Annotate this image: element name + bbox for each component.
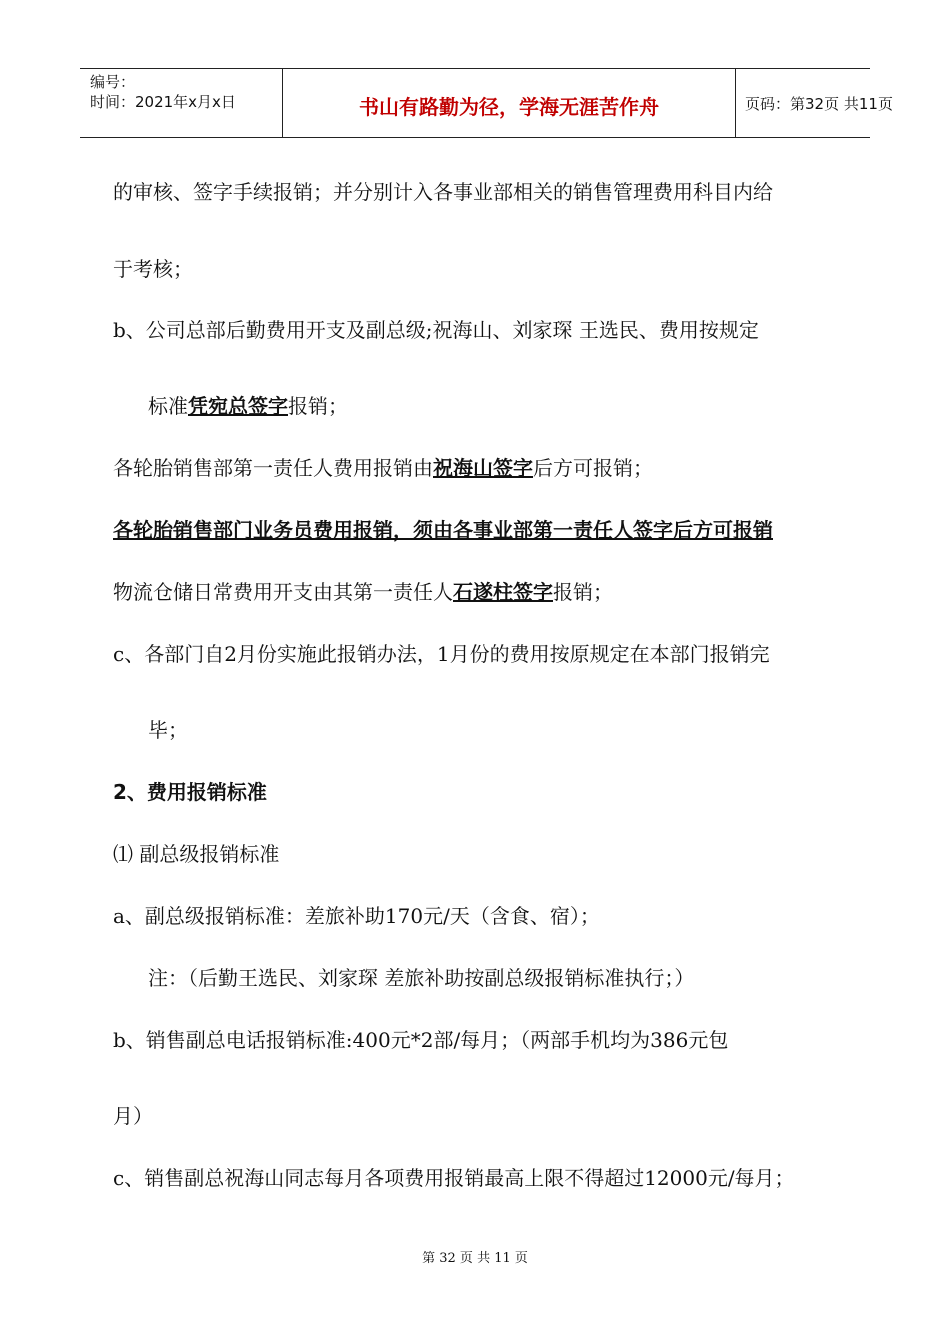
paragraph-line: 月） bbox=[113, 1104, 153, 1128]
paragraph-line: b、公司总部后勤费用开支及副总级;祝海山、刘家琛 王选民、费用按规定 bbox=[113, 318, 759, 342]
paragraph-line: 于考核； bbox=[113, 257, 193, 281]
signature-requirement: 各轮胎销售部门业务员费用报销，须由各事业部第一责任人签字后方可报销 bbox=[113, 518, 773, 542]
header-page-cell bbox=[735, 69, 893, 137]
text-segment: 报销； bbox=[553, 580, 613, 604]
header-motto-cell bbox=[282, 69, 736, 137]
signature-requirement: 石遂柱签字 bbox=[453, 580, 553, 604]
text-segment: 报销； bbox=[288, 394, 348, 418]
paragraph-line bbox=[113, 455, 653, 481]
page-info: 页码：第32页 共11页 bbox=[745, 95, 893, 113]
paragraph-line: 毕； bbox=[148, 718, 188, 742]
paragraph-line bbox=[148, 393, 348, 419]
subsection-heading: ⑴ 副总级报销标准 bbox=[113, 842, 280, 866]
paragraph-line: c、销售副总祝海山同志每月各项费用报销最高上限不得超过12000元/每月； bbox=[113, 1166, 795, 1190]
signature-requirement: 祝海山签字 bbox=[433, 456, 533, 480]
paragraph-line: c、各部门自2月份实施此报销办法，1月份的费用按原规定在本部门报销完 bbox=[113, 642, 770, 666]
signature-requirement: 凭宛总签字 bbox=[188, 394, 288, 418]
text-segment: 后方可报销； bbox=[533, 456, 653, 480]
motto: 书山有路勤为径，学海无涯苦作舟 bbox=[359, 95, 659, 119]
date-label: 时间：2021年x月x日 bbox=[90, 93, 236, 111]
page-footer: 第 32 页 共 11 页 bbox=[422, 1251, 528, 1266]
paragraph-line: 的审核、签字手续报销；并分别计入各事业部相关的销售管理费用科目内给 bbox=[113, 180, 773, 204]
header-meta-cell bbox=[80, 69, 282, 137]
paragraph-line bbox=[113, 579, 613, 605]
paragraph-line: a、副总级报销标准：差旅补助170元/天（含食、宿）； bbox=[113, 904, 600, 928]
text-segment: 标准 bbox=[148, 394, 188, 418]
text-segment: 物流仓储日常费用开支由其第一责任人 bbox=[113, 580, 453, 604]
paragraph-line bbox=[113, 517, 773, 543]
section-heading: 2、费用报销标准 bbox=[113, 780, 267, 804]
serial-label: 编号： bbox=[90, 73, 136, 91]
note-line: 注：（后勤王选民、刘家琛 差旅补助按副总级报销标准执行；） bbox=[148, 966, 695, 990]
header-table bbox=[80, 68, 893, 138]
paragraph-line: b、销售副总电话报销标准:400元*2部/每月；（两部手机均为386元包 bbox=[113, 1028, 729, 1052]
text-segment: 各轮胎销售部第一责任人费用报销由 bbox=[113, 456, 433, 480]
